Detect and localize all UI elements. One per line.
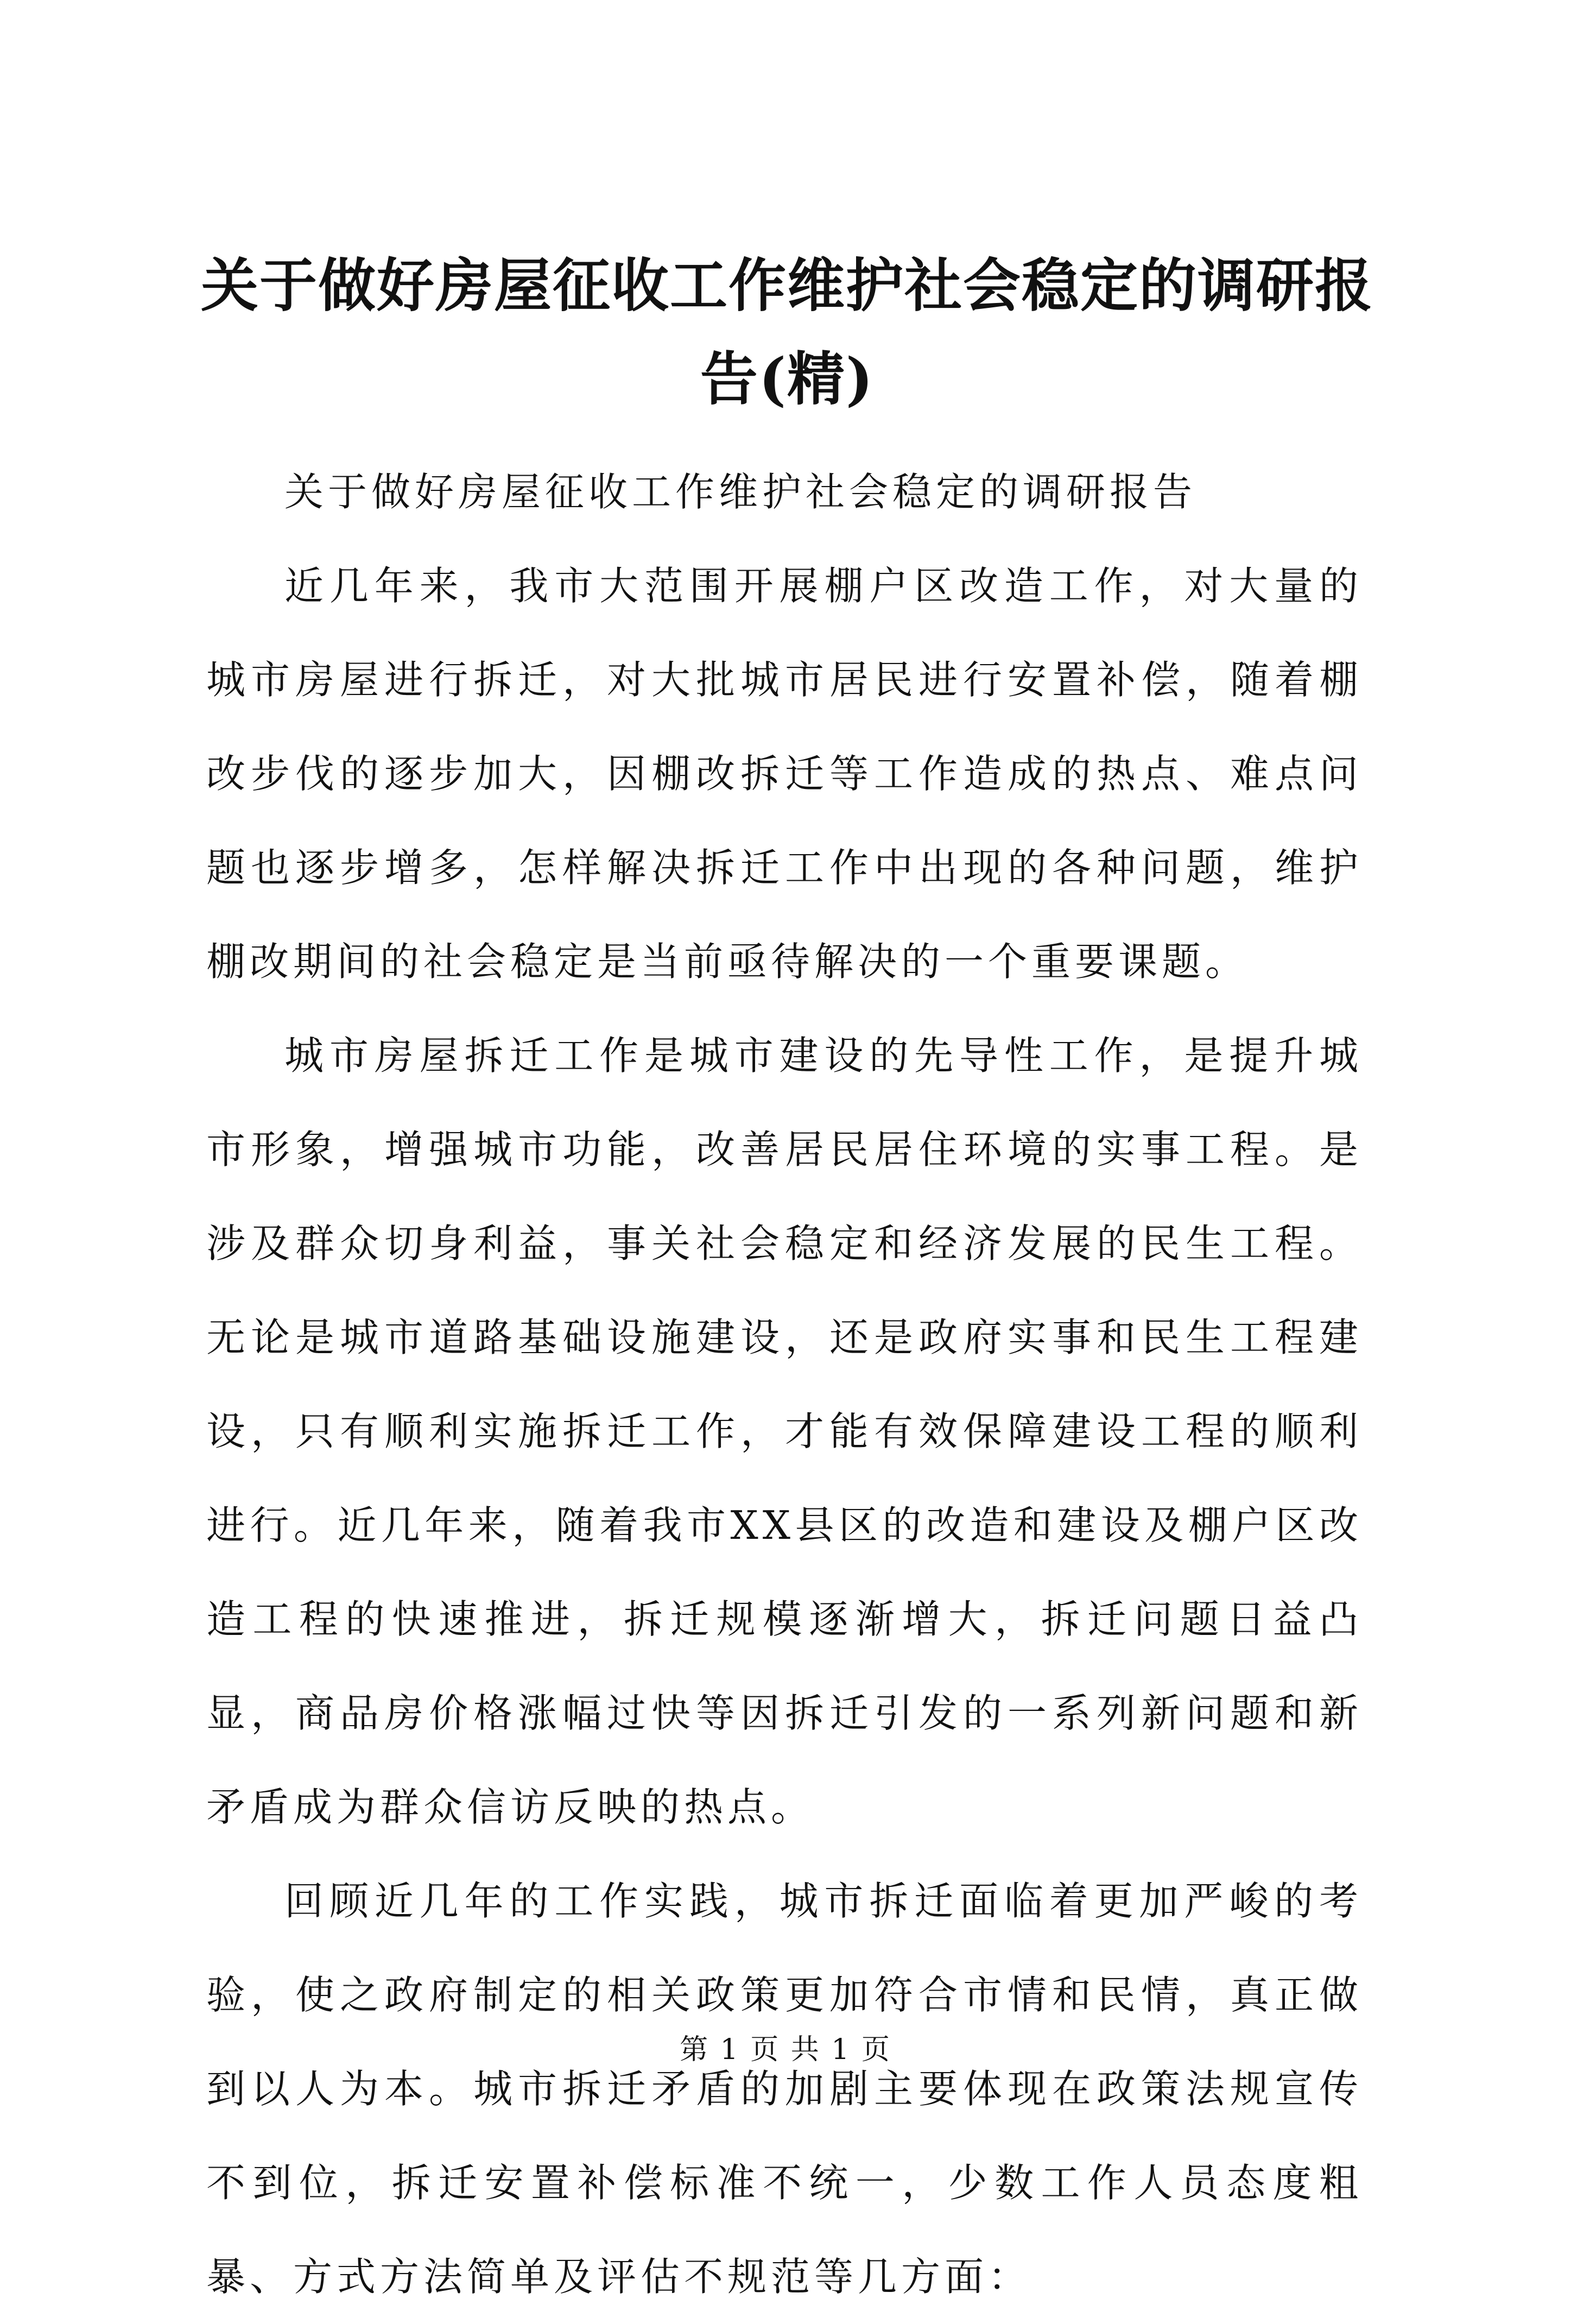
paragraph-background: 城市房屋拆迁工作是城市建设的先导性工作，是提升城市形象，增强城市功能，改善居民居住环境的实事工程。是涉及群众切身利益，事关社会稳定和经济发展的民生工程。无论是城市道路基础设施建设，还是政府实事和民生工程建设，只有顺利实施拆迁工作，才能有效保障建设工程的顺利进行。近几年来，随着我市XX县区的改造和建设及棚户区改造工程的快速推进，拆迁规模逐渐增大，拆迁问题日益凸显，商品房价格涨幅过快等因拆迁引发的一系列新问题和新矛盾成为群众信访反映的热点。 bbox=[206, 1033, 1363, 1830]
page-footer: 第 1 页 共 1 页 bbox=[680, 2033, 891, 2066]
document-title: 关于做好房屋征收工作维护社会稳定的调研报告(精) bbox=[201, 251, 1373, 413]
paragraph-review: 回顾近几年的工作实践，城市拆迁面临着更加严峻的考验，使之政府制定的相关政策更加符合市情和民情，真正做到以人为本。城市拆迁矛盾的加剧主要体现在政策法规宣传不到位，拆迁安置补偿标准不统一，少数工作人员态度粗暴、方式方法简单及评估不规范等几方面： bbox=[206, 1878, 1363, 2300]
paragraph-intro: 近几年来，我市大范围开展棚户区改造工作，对大量的城市房屋进行拆迁，对大批城市居民进行安置补偿，随着棚改步伐的逐步加大，因棚改拆迁等工作造成的热点、难点问题也逐步增多，怎样解决拆迁工作中出现的各种问题，维护棚改期间的社会稳定是当前亟待解决的一个重要课题。 bbox=[206, 563, 1363, 984]
paragraph-subtitle: 关于做好房屋征收工作维护社会稳定的调研报告 bbox=[284, 469, 1197, 515]
